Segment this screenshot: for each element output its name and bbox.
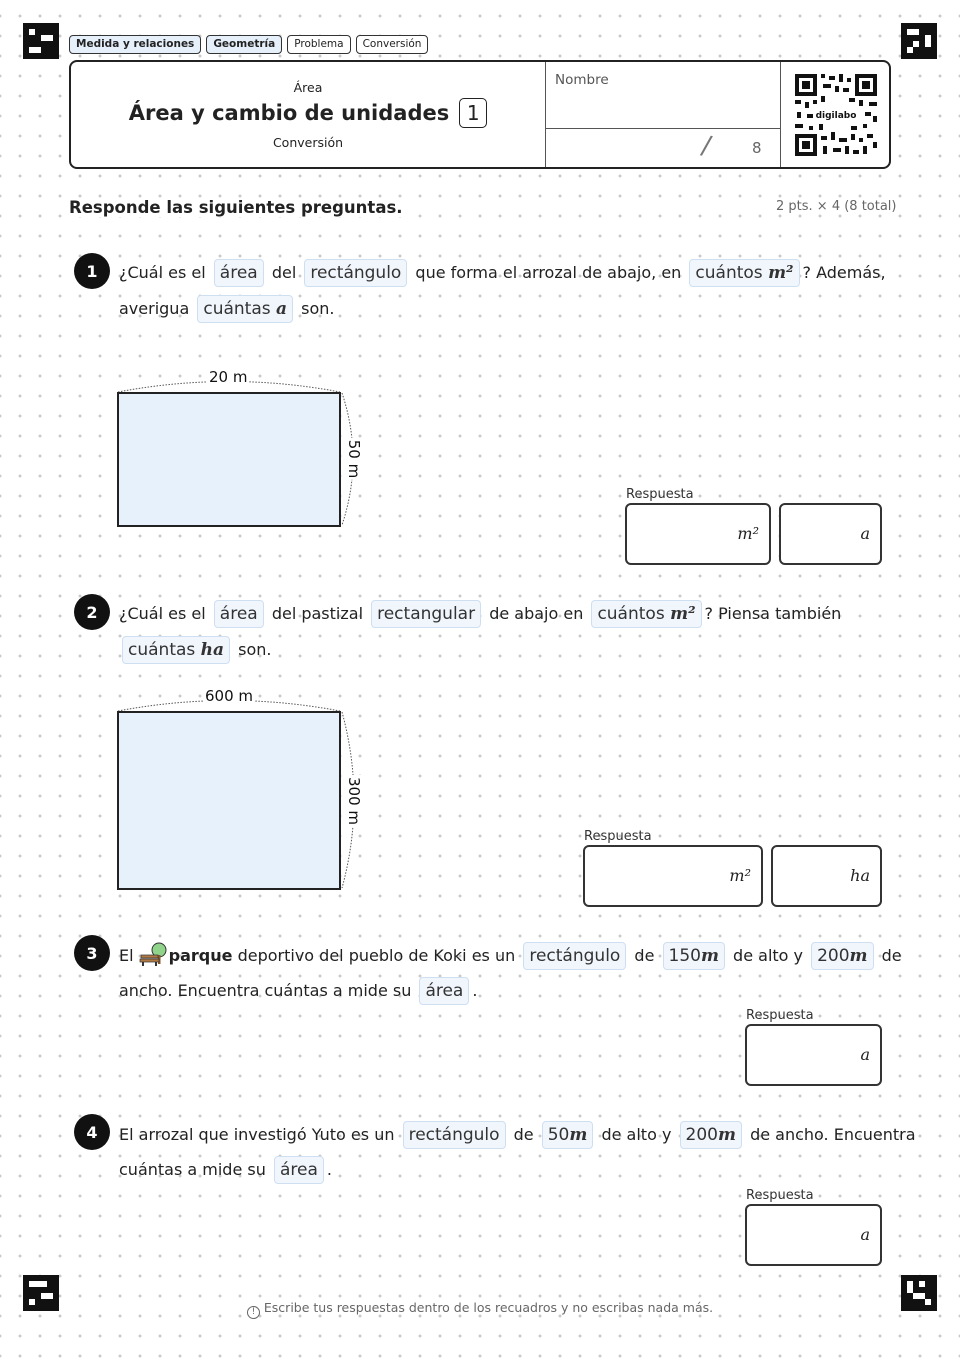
footer-text: Escribe tus respuestas dentro de los recuadros y no escribas nada más. <box>263 1300 714 1315</box>
question-4-number: 4 <box>74 1114 110 1150</box>
tag-measure: Medida y relaciones <box>69 35 201 54</box>
qr-code-icon <box>793 72 879 158</box>
question-2-line-2: cuántas ha son. <box>119 636 272 664</box>
question-2-width-label: 600 m <box>205 687 254 705</box>
chip-area: área <box>214 259 264 287</box>
question-1-number: 1 <box>74 253 110 289</box>
question-2-line-1: ¿Cuál es el área del pastizal rectangular de abajo en cuántos m² ? Piensa también <box>119 600 841 628</box>
question-1-answer-m2[interactable]: m² <box>625 503 771 565</box>
question-3-line-2: ancho. Encuentra cuántas a mide su área . <box>119 977 477 1005</box>
question-4-line-1: El arrozal que investigó Yuto es un rectángulo de 50m de alto y 200m de ancho. Encuentra <box>119 1121 916 1149</box>
question-2-answer-m2[interactable]: m² <box>583 845 763 907</box>
chip-height-150m: 150m <box>663 942 725 970</box>
question-1-answer-a[interactable]: a <box>779 503 882 565</box>
points-info: 2 pts. × 4 (8 total) <box>776 199 897 214</box>
chip-area: área <box>419 977 469 1005</box>
chip-area: área <box>274 1156 324 1184</box>
corner-marker-top-left <box>23 23 59 59</box>
chip-unit-ha: cuántas ha <box>122 636 230 664</box>
name-label: Nombre <box>555 72 609 88</box>
tag-problem: Problema <box>287 35 350 54</box>
question-2-answer-label: Respuesta <box>584 829 652 844</box>
question-1-answer-label: Respuesta <box>626 487 694 502</box>
question-1-rice-field-rectangle <box>117 392 341 527</box>
topic-tags <box>69 35 428 54</box>
sheet-number: 1 <box>459 98 487 128</box>
chip-rectangle: rectángulo <box>403 1121 506 1149</box>
chip-area: área <box>214 600 264 628</box>
subtitle-label: Conversión <box>272 135 344 150</box>
name-field[interactable] <box>546 62 781 129</box>
chip-height-50m: 50m <box>542 1121 594 1149</box>
qr-label: digilabo <box>815 111 857 121</box>
question-4-answer-label: Respuesta <box>746 1188 814 1203</box>
worksheet-title <box>71 98 545 128</box>
chip-unit-m2: cuántos m² <box>689 259 799 287</box>
tag-geometry: Geometría <box>206 35 282 54</box>
category-label: Área <box>293 80 323 95</box>
info-icon: ! <box>247 1306 260 1319</box>
question-3-line-1: El parque deportivo del pueblo de Koki es un rectángulo de 150m de alto y 200m de <box>119 941 902 975</box>
instructions: Responde las siguientes preguntas. <box>69 198 403 217</box>
chip-unit-m2: cuántos m² <box>591 600 701 628</box>
question-2-pasture-rectangle <box>117 711 341 890</box>
chip-rectangle: rectángulo <box>523 942 626 970</box>
footer-note <box>0 1300 960 1319</box>
chip-rectangular: rectangular <box>371 600 481 628</box>
title-text: Área y cambio de unidades <box>128 101 450 125</box>
question-1-line-1: ¿Cuál es el área del rectángulo que forma el arrozal de abajo, en cuántos m² ? Además, <box>119 259 886 287</box>
question-1-height-label: 50 m <box>345 439 364 479</box>
question-3-answer-a[interactable]: a <box>745 1024 882 1086</box>
park-bench-icon <box>139 941 169 975</box>
score-field <box>546 129 781 167</box>
question-1-width-label: 20 m <box>209 368 248 386</box>
question-2-number: 2 <box>74 594 110 630</box>
question-4-answer-a[interactable]: a <box>745 1204 882 1266</box>
corner-marker-top-right <box>901 23 937 59</box>
tag-conversion: Conversión <box>356 35 429 54</box>
question-3-answer-label: Respuesta <box>746 1008 814 1023</box>
title-block <box>71 62 546 167</box>
chip-rectangle: rectángulo <box>304 259 407 287</box>
score-slash: / <box>698 130 714 162</box>
chip-width-200m: 200m <box>811 942 873 970</box>
score-total: 8 <box>752 139 762 157</box>
question-2-height-label: 300 m <box>345 776 364 826</box>
question-3-number: 3 <box>74 935 110 971</box>
question-4-line-2: cuántas a mide su área . <box>119 1156 332 1184</box>
question-2-answer-ha[interactable]: ha <box>771 845 882 907</box>
chip-unit-a: cuántas a <box>197 295 293 323</box>
chip-width-200m: 200m <box>680 1121 742 1149</box>
worksheet-header <box>69 60 891 169</box>
question-1-line-2: averigua cuántas a son. <box>119 295 334 323</box>
